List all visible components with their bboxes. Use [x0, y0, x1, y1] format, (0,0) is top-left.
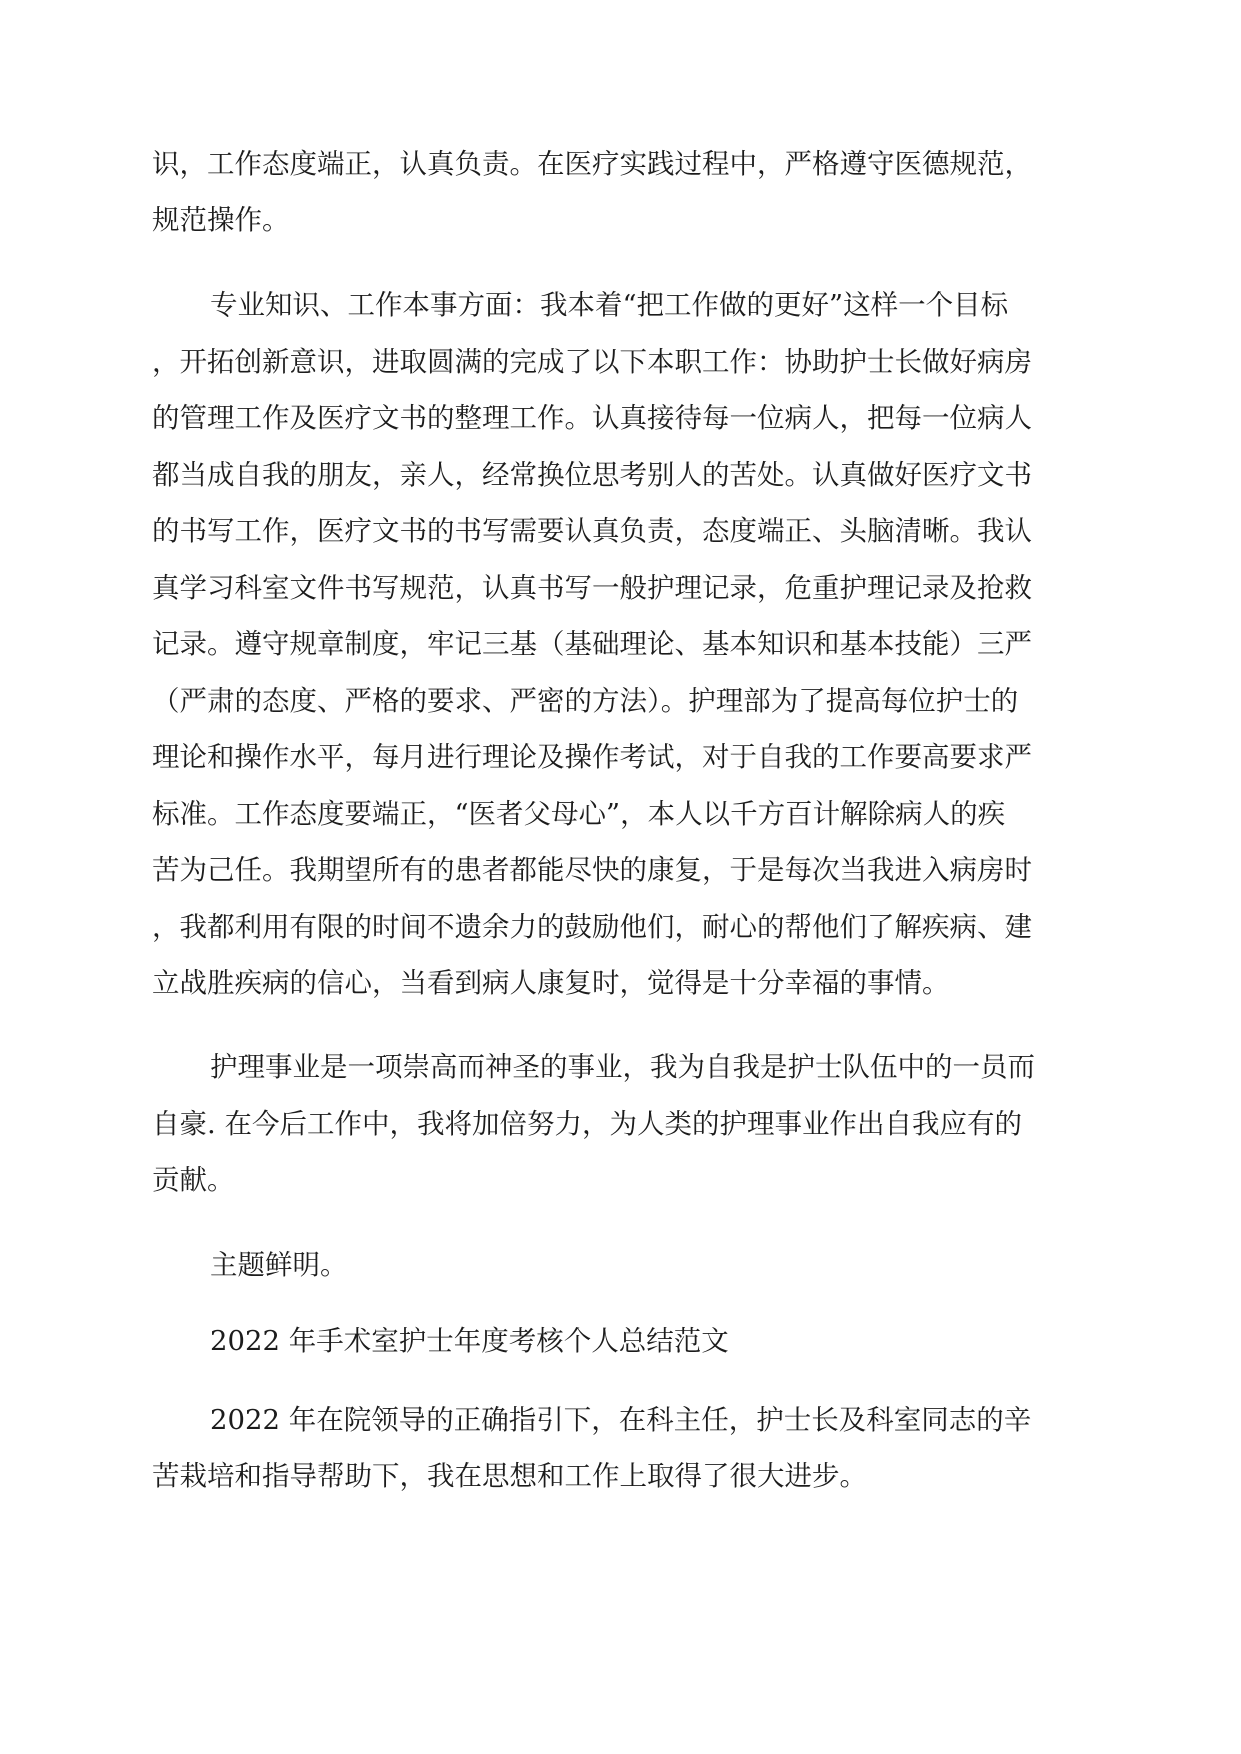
text-line: 的书写工作，医疗文书的书写需要认真负责，态度端正、头脑清晰。我认 [152, 515, 1032, 547]
text-line: 主题鲜明。 [210, 1249, 348, 1281]
text-line: 护理事业是一项崇高而神圣的事业，我为自我是护士队伍中的一员而 [210, 1051, 1035, 1083]
text-line: 的管理工作及医疗文书的整理工作。认真接待每一位病人，把每一位病人 [152, 402, 1032, 434]
text-line: 2022 年在院领导的正确指引下，在科主任，护士长及科室同志的辛 [210, 1404, 1032, 1436]
text-line: 贡献。 [152, 1164, 235, 1196]
text-line: 标准。工作态度要端正，“医者父母心”，本人以千方百计解除病人的疾 [152, 798, 1006, 830]
text-line: 规范操作。 [152, 204, 290, 236]
text-line: 自豪. 在今后工作中，我将加倍努力，为人类的护理事业作出自我应有的 [152, 1108, 1022, 1140]
text-line: 真学习科室文件书写规范，认真书写一般护理记录，危重护理记录及抢救 [152, 572, 1032, 604]
text-line: 记录。遵守规章制度，牢记三基（基础理论、基本知识和基本技能）三严 [152, 628, 1032, 660]
text-line: （严肃的态度、严格的要求、严密的方法）。护理部为了提高每位护士的 [152, 685, 1019, 717]
text-line: 专业知识、工作本事方面：我本着“把工作做的更好”这样一个目标 [210, 289, 1009, 321]
text-line: ，开拓创新意识，进取圆满的完成了以下本职工作：协助护士长做好病房 [152, 346, 1032, 378]
text-line: 都当成自我的朋友，亲人，经常换位思考别人的苦处。认真做好医疗文书 [152, 459, 1032, 491]
text-line: 识，工作态度端正，认真负责。在医疗实践过程中，严格遵守医德规范， [152, 148, 1032, 180]
section-heading: 2022 年手术室护士年度考核个人总结范文 [210, 1325, 729, 1357]
text-line: 理论和操作水平，每月进行理论及操作考试，对于自我的工作要高要求严 [152, 741, 1032, 773]
text-line: ，我都利用有限的时间不遗余力的鼓励他们，耐心的帮他们了解疾病、建 [152, 911, 1032, 943]
text-line: 苦栽培和指导帮助下，我在思想和工作上取得了很大进步。 [152, 1460, 867, 1492]
text-line: 立战胜疾病的信心，当看到病人康复时，觉得是十分幸福的事情。 [152, 967, 950, 999]
text-line: 苦为己任。我期望所有的患者都能尽快的康复，于是每次当我进入病房时 [152, 854, 1032, 886]
